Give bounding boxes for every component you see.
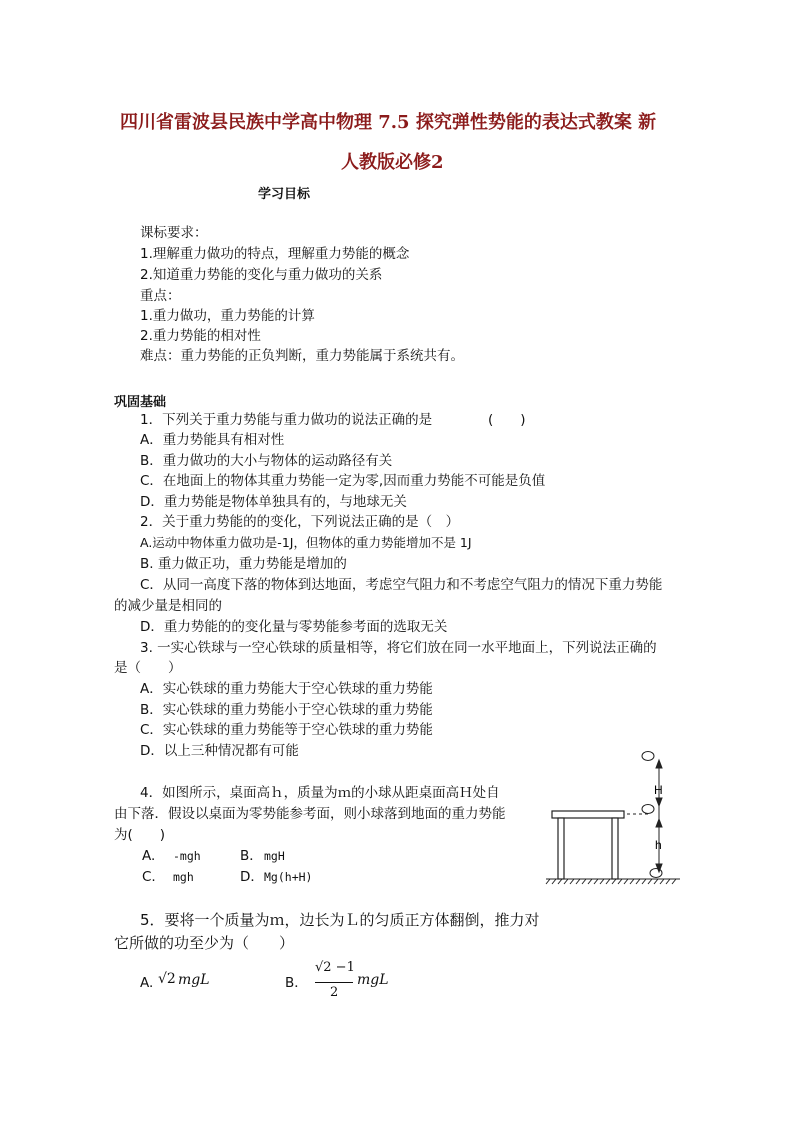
goal-item: 1.理解重力做功的特点，理解重力势能的概念 bbox=[140, 246, 410, 262]
table bbox=[552, 811, 624, 879]
q3-option: B．实心铁球的重力势能小于空心铁球的重力势能 bbox=[140, 702, 433, 718]
q3-option: A．实心铁球的重力势能大于空心铁球的重力势能 bbox=[140, 681, 433, 697]
q2-option: D．重力势能的的变化量与零势能参考面的选取无关 bbox=[140, 619, 448, 635]
label-h-lower: h bbox=[655, 838, 662, 852]
table-ball-figure bbox=[540, 748, 690, 888]
q4-line-1: 4．如图所示，桌面高ｈ，质量为ｍ的小球从距桌面高Ｈ处自 bbox=[140, 785, 500, 801]
key-item: 1.重力做功，重力势能的计算 bbox=[140, 308, 315, 324]
q5-option-a-label: A. bbox=[140, 975, 154, 991]
q1-paren: ( ) bbox=[488, 412, 526, 428]
q2-stem: 2．关于重力势能的的变化，下列说法正确的是（ ） bbox=[140, 514, 460, 530]
q1-option: B．重力做功的大小与物体的运动路径有关 bbox=[140, 453, 393, 469]
goal-item: 2.知道重力势能的变化与重力做功的关系 bbox=[140, 267, 383, 283]
ball-top bbox=[642, 752, 654, 761]
q4-line-3: 为( ) bbox=[114, 827, 166, 843]
section-basics-heading: 巩固基础 bbox=[114, 395, 167, 410]
key-label: 重点： bbox=[140, 288, 181, 304]
q1-stem: 1．下列关于重力势能与重力做功的说法正确的是 bbox=[140, 412, 433, 428]
q4-option-c-label: C. bbox=[142, 869, 156, 885]
q5-option-b-numerator: √2 −1 bbox=[315, 960, 355, 975]
q5-fraction-bar bbox=[315, 982, 353, 983]
q5-line-1: 5．要将一个质量为ｍ，边长为Ｌ的匀质正方体翻倒，推力对 bbox=[140, 911, 540, 929]
dimension-arrows bbox=[656, 760, 662, 872]
q4-option-b: mgH bbox=[264, 849, 285, 863]
q5-line-2: 它所做的功至少为（ ） bbox=[114, 934, 295, 952]
q5-option-b-label: B． bbox=[285, 975, 308, 991]
q4-line-2: 由下落．假设以桌面为零势能参考面，则小球落到地面的重力势能 bbox=[114, 806, 506, 822]
q1-option: D．重力势能是物体单独具有的，与地球无关 bbox=[140, 494, 407, 510]
q2-option-continued: 的减少量是相同的 bbox=[114, 598, 222, 614]
difficulty-line: 难点：重力势能的正负判断，重力势能属于系统共有。 bbox=[140, 348, 464, 364]
q2-option: B. 重力做正功，重力势能是增加的 bbox=[140, 556, 347, 572]
q3-stem-line-1: 3. 一实心铁球与一空心铁球的质量相等，将它们放在同一水平地面上，下列说法正确的 bbox=[140, 640, 657, 656]
q5-option-b-denominator: 2 bbox=[330, 985, 339, 1000]
q5-option-a-expr: mgL bbox=[178, 972, 210, 988]
q5-option-b-expr: mgL bbox=[357, 972, 389, 988]
title-line-2: 人教版必修2 bbox=[341, 152, 444, 173]
goals-label: 课标要求： bbox=[140, 225, 208, 241]
section-goals-heading: 学习目标 bbox=[258, 187, 311, 202]
q4-option-d: Mg(h+H) bbox=[264, 870, 313, 884]
ground-hatching bbox=[546, 879, 680, 884]
q3-stem-line-2: 是（ ） bbox=[114, 660, 182, 676]
q4-option-a-label: A. bbox=[142, 848, 156, 864]
q4-option-a: -mgh bbox=[173, 849, 201, 863]
q1-option: A．重力势能具有相对性 bbox=[140, 432, 285, 448]
q2-option: A.运动中物体重力做功是-1J，但物体的重力势能增加不是 1J bbox=[140, 535, 472, 550]
q1-option: C．在地面上的物体其重力势能一定为零,因而重力势能不可能是负值 bbox=[140, 473, 546, 489]
q3-option: C．实心铁球的重力势能等于空心铁球的重力势能 bbox=[140, 722, 433, 738]
title-line-1: 四川省雷波县民族中学高中物理 7.5 探究弹性势能的表达式教案 新 bbox=[120, 112, 657, 133]
q3-option: D．以上三种情况都有可能 bbox=[140, 743, 299, 759]
q5-option-a-sqrt: √2 bbox=[158, 971, 176, 987]
q4-option-c: mgh bbox=[173, 870, 194, 884]
key-item: 2.重力势能的相对性 bbox=[140, 328, 261, 344]
q4-option-d-label: D． bbox=[240, 869, 264, 885]
label-h-upper: H bbox=[654, 783, 663, 797]
q4-option-b-label: B． bbox=[240, 848, 263, 864]
ball-middle bbox=[642, 805, 654, 814]
q2-option: C．从同一高度下落的物体到达地面，考虑空气阻力和不考虑空气阻力的情况下重力势能 bbox=[140, 577, 663, 593]
